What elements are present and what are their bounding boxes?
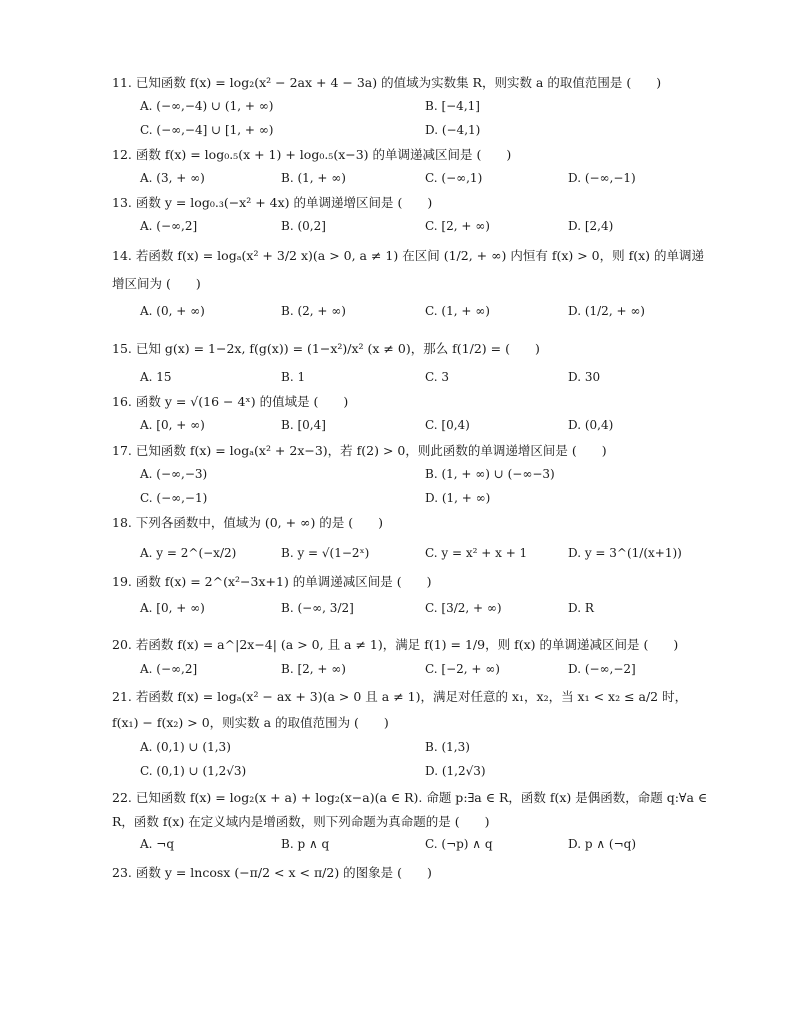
question-11-option-d: D. (−4,1) bbox=[425, 123, 481, 137]
question-14-option-a: A. (0, + ∞) bbox=[140, 304, 205, 318]
question-12-stem: 12. 函数 f(x) = log₀.₅(x + 1) + log₀.₅(x−3) 的单调递减区间是 ( ) bbox=[112, 147, 512, 162]
question-13-option-c: C. [2, + ∞) bbox=[425, 219, 490, 233]
question-13-option-b: B. (0,2] bbox=[281, 219, 326, 233]
question-19-option-d: D. R bbox=[568, 601, 594, 615]
question-18-option-c: C. y = x² + x + 1 bbox=[425, 546, 528, 560]
question-19-option-a: A. [0, + ∞) bbox=[140, 601, 205, 615]
question-17-stem: 17. 已知函数 f(x) = logₐ(x² + 2x−3)，若 f(2) > 0，则此函数的单调递增区间是 ( ) bbox=[112, 443, 607, 458]
question-11-option-b: B. [−4,1] bbox=[425, 99, 480, 113]
question-20-option-b: B. [2, + ∞) bbox=[281, 662, 346, 676]
question-12-option-d: D. (−∞,−1) bbox=[568, 171, 636, 185]
question-15-stem: 15. 已知 g(x) = 1−2x, f(g(x)) = (1−x²)/x² (x ≠ 0)，那么 f(1/2) = ( ) bbox=[112, 341, 540, 356]
question-12-option-b: B. (1, + ∞) bbox=[281, 171, 346, 185]
question-12-option-c: C. (−∞,1) bbox=[425, 171, 483, 185]
question-14-option-b: B. (2, + ∞) bbox=[281, 304, 346, 318]
question-21-option-c: C. (0,1) ∪ (1,2√3) bbox=[140, 764, 247, 778]
question-17-option-c: C. (−∞,−1) bbox=[140, 491, 208, 505]
question-20-option-c: C. [−2, + ∞) bbox=[425, 662, 500, 676]
question-22-option-c: C. (¬p) ∧ q bbox=[425, 837, 493, 851]
question-16-option-b: B. [0,4] bbox=[281, 418, 326, 432]
question-14-option-c: C. (1, + ∞) bbox=[425, 304, 490, 318]
question-21-option-b: B. (1,3) bbox=[425, 740, 470, 754]
question-19-stem: 19. 函数 f(x) = 2^(x²−3x+1) 的单调递减区间是 ( ) bbox=[112, 574, 432, 589]
question-15-option-c: C. 3 bbox=[425, 370, 450, 384]
question-16-option-c: C. [0,4) bbox=[425, 418, 470, 432]
question-17-option-a: A. (−∞,−3) bbox=[140, 467, 208, 481]
question-21-option-a: A. (0,1) ∪ (1,3) bbox=[140, 740, 231, 754]
question-22-option-d: D. p ∧ (¬q) bbox=[568, 837, 637, 851]
question-21-option-d: D. (1,2√3) bbox=[425, 764, 486, 778]
question-15-option-a: A. 15 bbox=[140, 370, 172, 384]
question-13-option-a: A. (−∞,2] bbox=[140, 219, 198, 233]
question-16-option-d: D. (0,4) bbox=[568, 418, 614, 432]
question-18-option-d: D. y = 3^(1/(x+1)) bbox=[568, 546, 682, 560]
question-21-stem: 21. 若函数 f(x) = logₐ(x² − ax + 3)(a > 0 且 a ≠ 1)，满足对任意的 x₁，x₂，当 x₁ < x₂ ≤ a/2 时，f(x₁) − f(x₂) > 0，则实数 a 的取值范围为 ( ) bbox=[112, 689, 688, 730]
question-14-stem: 14. 若函数 f(x) = logₐ(x² + 3/2 x)(a > 0, a ≠ 1) 在区间 (1/2, + ∞) 内恒有 f(x) > 0，则 f(x) 的单调递增区间为 ( ) bbox=[112, 248, 704, 291]
question-17-option-d: D. (1, + ∞) bbox=[425, 491, 491, 505]
question-15-option-d: D. 30 bbox=[568, 370, 601, 384]
question-17-option-b: B. (1, + ∞) ∪ (−∞−3) bbox=[425, 467, 555, 481]
question-16-option-a: A. [0, + ∞) bbox=[140, 418, 205, 432]
question-20-option-d: D. (−∞,−2] bbox=[568, 662, 636, 676]
question-22-option-a: A. ¬q bbox=[140, 837, 175, 851]
question-16-stem: 16. 函数 y = √(16 − 4ˣ) 的值域是 ( ) bbox=[112, 394, 349, 409]
question-19-option-b: B. (−∞, 3/2] bbox=[281, 601, 354, 615]
question-11-stem: 11. 已知函数 f(x) = log₂(x² − 2ax + 4 − 3a) 的值域为实数集 R，则实数 a 的取值范围是 ( ) bbox=[112, 75, 662, 90]
question-12-option-a: A. (3, + ∞) bbox=[140, 171, 205, 185]
question-19-option-c: C. [3/2, + ∞) bbox=[425, 601, 502, 615]
question-13-option-d: D. [2,4) bbox=[568, 219, 614, 233]
question-22-stem: 22. 已知函数 f(x) = log₂(x + a) + log₂(x−a)(a ∈ R). 命题 p:∃a ∈ R，函数 f(x) 是偶函数，命题 q:∀a ∈ R，函数 f(x) 在定义域内是增函数，则下列命题为真命题的是 ( ) bbox=[112, 790, 708, 829]
question-18-stem: 18. 下列各函数中，值域为 (0, + ∞) 的是 ( ) bbox=[112, 515, 384, 530]
question-13-stem: 13. 函数 y = log₀.₃(−x² + 4x) 的单调递增区间是 ( ) bbox=[112, 195, 433, 210]
question-18-option-b: B. y = √(1−2ˣ) bbox=[281, 546, 370, 560]
question-20-option-a: A. (−∞,2] bbox=[140, 662, 198, 676]
question-18-option-a: A. y = 2^(−x/2) bbox=[140, 546, 237, 560]
question-11-option-a: A. (−∞,−4) ∪ (1, + ∞) bbox=[140, 99, 274, 113]
question-20-stem: 20. 若函数 f(x) = a^|2x−4| (a > 0, 且 a ≠ 1)，满足 f(1) = 1/9，则 f(x) 的单调递减区间是 ( ) bbox=[112, 637, 679, 652]
question-23-stem: 23. 函数 y = lncosx (−π/2 < x < π/2) 的图象是 ( ) bbox=[112, 865, 432, 880]
question-15-option-b: B. 1 bbox=[281, 370, 306, 384]
question-11-option-c: C. (−∞,−4] ∪ [1, + ∞) bbox=[140, 123, 274, 137]
question-14-option-d: D. (1/2, + ∞) bbox=[568, 304, 645, 318]
question-22-option-b: B. p ∧ q bbox=[281, 837, 330, 851]
